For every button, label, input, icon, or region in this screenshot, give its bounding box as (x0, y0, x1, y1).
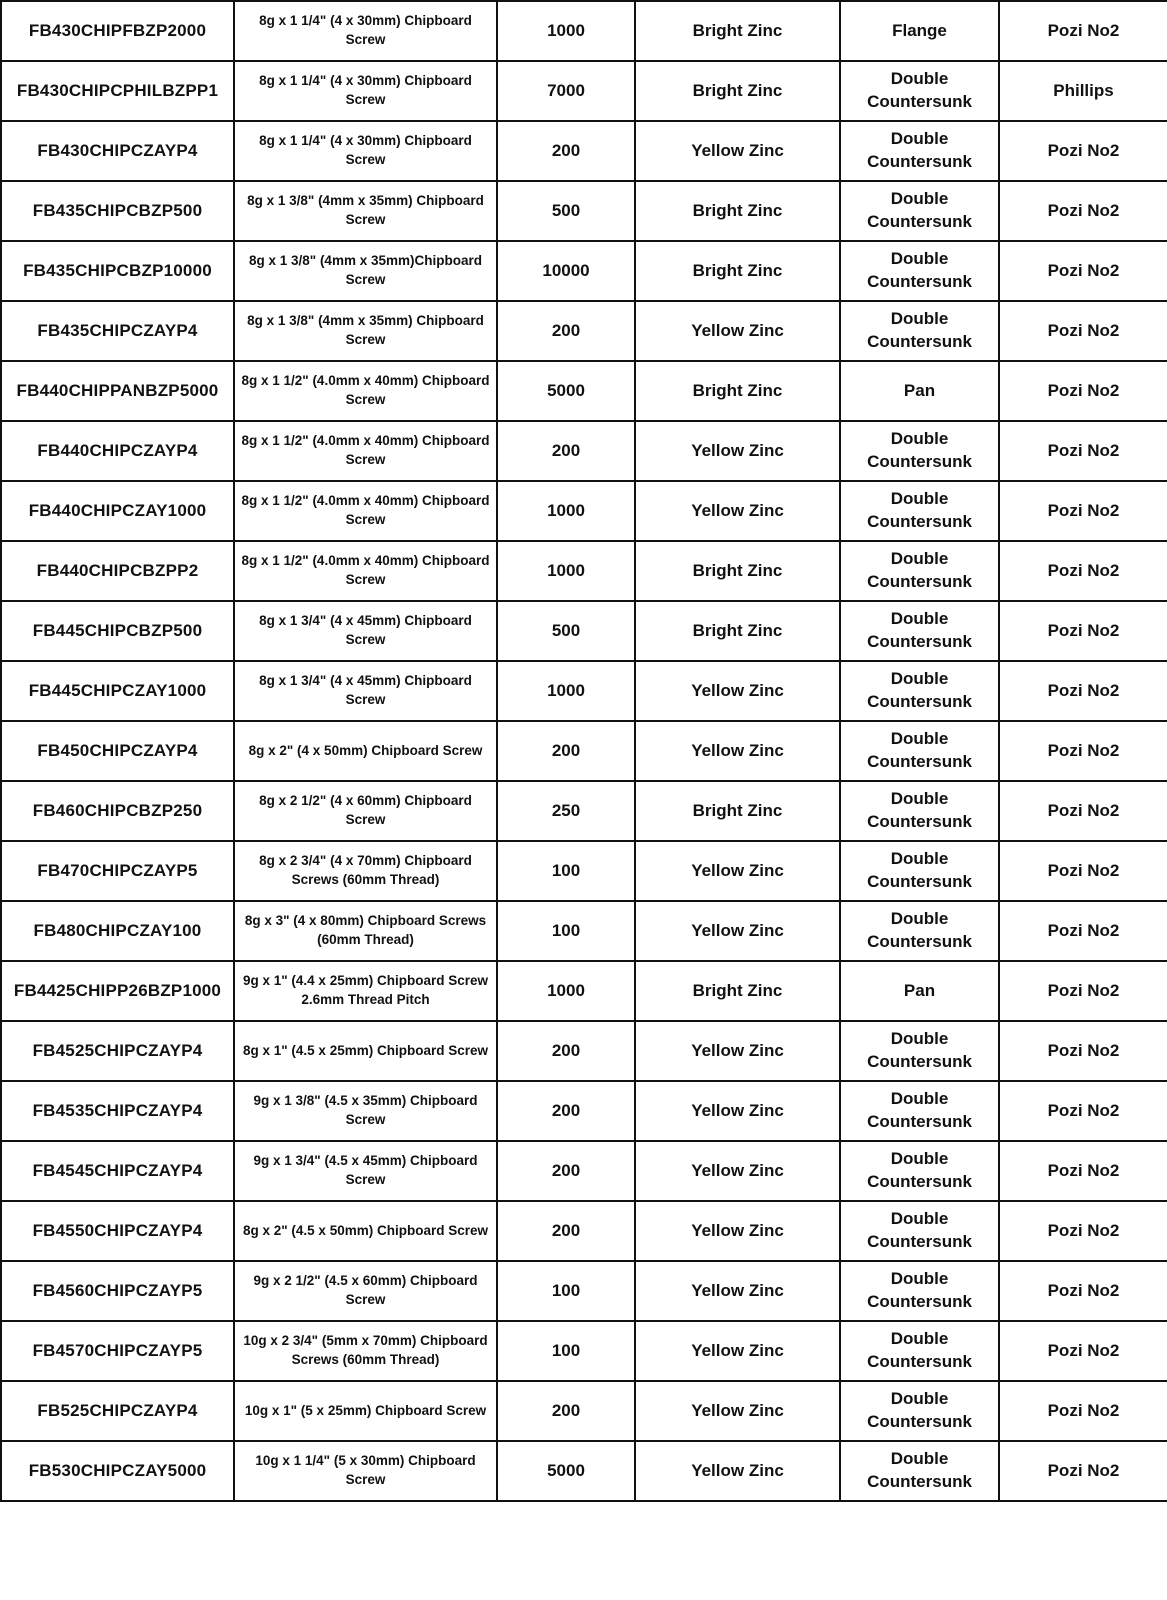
finish-cell: Bright Zinc (635, 601, 840, 661)
head-type-cell: Double Countersunk (840, 1201, 999, 1261)
head-type-cell: Double Countersunk (840, 1021, 999, 1081)
quantity-cell: 1000 (497, 961, 635, 1021)
table-row (1, 721, 1167, 781)
finish-cell: Yellow Zinc (635, 1261, 840, 1321)
description-cell: 10g x 1 1/4" (5 x 30mm) Chipboard Screw (234, 1441, 497, 1501)
head-type-cell: Double Countersunk (840, 1441, 999, 1501)
finish-cell: Yellow Zinc (635, 1441, 840, 1501)
product-code-cell: FB440CHIPCZAY1000 (1, 481, 234, 541)
product-code-cell: FB440CHIPPANBZP5000 (1, 361, 234, 421)
drive-type-cell: Pozi No2 (999, 661, 1167, 721)
product-code-cell: FB435CHIPCBZP10000 (1, 241, 234, 301)
product-table-body (1, 1, 1167, 1501)
finish-cell: Yellow Zinc (635, 301, 840, 361)
product-code-cell: FB435CHIPCBZP500 (1, 181, 234, 241)
finish-cell: Yellow Zinc (635, 1141, 840, 1201)
description-cell: 8g x 1 1/4" (4 x 30mm) Chipboard Screw (234, 1, 497, 61)
product-code-cell: FB4525CHIPCZAYP4 (1, 1021, 234, 1081)
quantity-cell: 250 (497, 781, 635, 841)
product-code-cell: FB445CHIPCBZP500 (1, 601, 234, 661)
description-cell: 8g x 1 1/2" (4.0mm x 40mm) Chipboard Screw (234, 541, 497, 601)
finish-cell: Yellow Zinc (635, 841, 840, 901)
drive-type-cell: Pozi No2 (999, 421, 1167, 481)
product-code-cell: FB450CHIPCZAYP4 (1, 721, 234, 781)
table-row (1, 1081, 1167, 1141)
quantity-cell: 200 (497, 301, 635, 361)
description-cell: 8g x 1 3/8" (4mm x 35mm) Chipboard Screw (234, 181, 497, 241)
head-type-cell: Double Countersunk (840, 1141, 999, 1201)
table-row (1, 1201, 1167, 1261)
quantity-cell: 100 (497, 841, 635, 901)
product-code-cell: FB4560CHIPCZAYP5 (1, 1261, 234, 1321)
quantity-cell: 1000 (497, 661, 635, 721)
description-cell: 8g x 1 1/2" (4.0mm x 40mm) Chipboard Screw (234, 481, 497, 541)
drive-type-cell: Pozi No2 (999, 301, 1167, 361)
product-code-cell: FB530CHIPCZAY5000 (1, 1441, 234, 1501)
drive-type-cell: Pozi No2 (999, 1081, 1167, 1141)
head-type-cell: Double Countersunk (840, 241, 999, 301)
product-code-cell: FB480CHIPCZAY100 (1, 901, 234, 961)
finish-cell: Bright Zinc (635, 1, 840, 61)
product-code-cell: FB430CHIPFBZP2000 (1, 1, 234, 61)
finish-cell: Bright Zinc (635, 181, 840, 241)
description-cell: 8g x 2 3/4" (4 x 70mm) Chipboard Screws (60mm Thread) (234, 841, 497, 901)
table-row (1, 601, 1167, 661)
drive-type-cell: Pozi No2 (999, 541, 1167, 601)
head-type-cell: Double Countersunk (840, 61, 999, 121)
quantity-cell: 200 (497, 1201, 635, 1261)
finish-cell: Yellow Zinc (635, 661, 840, 721)
table-row (1, 61, 1167, 121)
drive-type-cell: Pozi No2 (999, 781, 1167, 841)
finish-cell: Bright Zinc (635, 241, 840, 301)
head-type-cell: Double Countersunk (840, 601, 999, 661)
quantity-cell: 200 (497, 421, 635, 481)
finish-cell: Yellow Zinc (635, 481, 840, 541)
table-row (1, 181, 1167, 241)
finish-cell: Yellow Zinc (635, 721, 840, 781)
drive-type-cell: Pozi No2 (999, 721, 1167, 781)
quantity-cell: 100 (497, 1261, 635, 1321)
finish-cell: Yellow Zinc (635, 421, 840, 481)
head-type-cell: Double Countersunk (840, 1321, 999, 1381)
table-row (1, 1141, 1167, 1201)
finish-cell: Bright Zinc (635, 61, 840, 121)
finish-cell: Yellow Zinc (635, 901, 840, 961)
table-row (1, 301, 1167, 361)
quantity-cell: 5000 (497, 361, 635, 421)
table-row (1, 781, 1167, 841)
head-type-cell: Double Countersunk (840, 1381, 999, 1441)
finish-cell: Bright Zinc (635, 361, 840, 421)
head-type-cell: Double Countersunk (840, 901, 999, 961)
finish-cell: Yellow Zinc (635, 1081, 840, 1141)
table-row (1, 1261, 1167, 1321)
head-type-cell: Double Countersunk (840, 1261, 999, 1321)
product-code-cell: FB4535CHIPCZAYP4 (1, 1081, 234, 1141)
drive-type-cell: Pozi No2 (999, 961, 1167, 1021)
description-cell: 9g x 1" (4.4 x 25mm) Chipboard Screw 2.6mm Thread Pitch (234, 961, 497, 1021)
finish-cell: Yellow Zinc (635, 1321, 840, 1381)
quantity-cell: 1000 (497, 1, 635, 61)
product-code-cell: FB430CHIPCPHILBZPP1 (1, 61, 234, 121)
quantity-cell: 7000 (497, 61, 635, 121)
head-type-cell: Double Countersunk (840, 781, 999, 841)
table-row (1, 901, 1167, 961)
description-cell: 9g x 1 3/4" (4.5 x 45mm) Chipboard Screw (234, 1141, 497, 1201)
head-type-cell: Double Countersunk (840, 841, 999, 901)
table-row (1, 421, 1167, 481)
drive-type-cell: Pozi No2 (999, 1201, 1167, 1261)
description-cell: 8g x 2" (4 x 50mm) Chipboard Screw (234, 721, 497, 781)
quantity-cell: 200 (497, 1141, 635, 1201)
table-row (1, 661, 1167, 721)
drive-type-cell: Pozi No2 (999, 1261, 1167, 1321)
head-type-cell: Double Countersunk (840, 661, 999, 721)
head-type-cell: Flange (840, 1, 999, 61)
table-row (1, 1381, 1167, 1441)
finish-cell: Yellow Zinc (635, 1201, 840, 1261)
description-cell: 8g x 1 1/2" (4.0mm x 40mm) Chipboard Screw (234, 421, 497, 481)
head-type-cell: Double Countersunk (840, 721, 999, 781)
drive-type-cell: Pozi No2 (999, 121, 1167, 181)
quantity-cell: 500 (497, 181, 635, 241)
table-row (1, 1321, 1167, 1381)
description-cell: 8g x 1 3/8" (4mm x 35mm) Chipboard Screw (234, 301, 497, 361)
quantity-cell: 200 (497, 1021, 635, 1081)
finish-cell: Bright Zinc (635, 961, 840, 1021)
table-row (1, 541, 1167, 601)
description-cell: 8g x 1 1/4" (4 x 30mm) Chipboard Screw (234, 61, 497, 121)
head-type-cell: Double Countersunk (840, 541, 999, 601)
head-type-cell: Double Countersunk (840, 421, 999, 481)
head-type-cell: Double Countersunk (840, 181, 999, 241)
finish-cell: Yellow Zinc (635, 121, 840, 181)
quantity-cell: 200 (497, 1381, 635, 1441)
head-type-cell: Pan (840, 361, 999, 421)
description-cell: 8g x 1 3/4" (4 x 45mm) Chipboard Screw (234, 661, 497, 721)
description-cell: 8g x 1 1/2" (4.0mm x 40mm) Chipboard Screw (234, 361, 497, 421)
drive-type-cell: Phillips (999, 61, 1167, 121)
head-type-cell: Double Countersunk (840, 481, 999, 541)
table-row (1, 1, 1167, 61)
head-type-cell: Pan (840, 961, 999, 1021)
quantity-cell: 500 (497, 601, 635, 661)
drive-type-cell: Pozi No2 (999, 1141, 1167, 1201)
description-cell: 9g x 2 1/2" (4.5 x 60mm) Chipboard Screw (234, 1261, 497, 1321)
head-type-cell: Double Countersunk (840, 121, 999, 181)
table-row (1, 961, 1167, 1021)
drive-type-cell: Pozi No2 (999, 1441, 1167, 1501)
description-cell: 8g x 1 3/4" (4 x 45mm) Chipboard Screw (234, 601, 497, 661)
quantity-cell: 100 (497, 1321, 635, 1381)
description-cell: 8g x 1 1/4" (4 x 30mm) Chipboard Screw (234, 121, 497, 181)
description-cell: 9g x 1 3/8" (4.5 x 35mm) Chipboard Screw (234, 1081, 497, 1141)
drive-type-cell: Pozi No2 (999, 1021, 1167, 1081)
table-row (1, 241, 1167, 301)
quantity-cell: 1000 (497, 541, 635, 601)
drive-type-cell: Pozi No2 (999, 901, 1167, 961)
finish-cell: Bright Zinc (635, 781, 840, 841)
product-code-cell: FB435CHIPCZAYP4 (1, 301, 234, 361)
product-code-cell: FB430CHIPCZAYP4 (1, 121, 234, 181)
drive-type-cell: Pozi No2 (999, 361, 1167, 421)
drive-type-cell: Pozi No2 (999, 1, 1167, 61)
head-type-cell: Double Countersunk (840, 301, 999, 361)
drive-type-cell: Pozi No2 (999, 241, 1167, 301)
quantity-cell: 1000 (497, 481, 635, 541)
drive-type-cell: Pozi No2 (999, 181, 1167, 241)
description-cell: 8g x 3" (4 x 80mm) Chipboard Screws (60mm Thread) (234, 901, 497, 961)
table-row (1, 361, 1167, 421)
quantity-cell: 100 (497, 901, 635, 961)
table-row (1, 1441, 1167, 1501)
finish-cell: Yellow Zinc (635, 1021, 840, 1081)
drive-type-cell: Pozi No2 (999, 1321, 1167, 1381)
product-code-cell: FB445CHIPCZAY1000 (1, 661, 234, 721)
product-code-cell: FB440CHIPCZAYP4 (1, 421, 234, 481)
description-cell: 8g x 1 3/8" (4mm x 35mm)Chipboard Screw (234, 241, 497, 301)
product-code-cell: FB4550CHIPCZAYP4 (1, 1201, 234, 1261)
quantity-cell: 200 (497, 721, 635, 781)
finish-cell: Bright Zinc (635, 541, 840, 601)
quantity-cell: 200 (497, 121, 635, 181)
quantity-cell: 10000 (497, 241, 635, 301)
product-code-cell: FB4570CHIPCZAYP5 (1, 1321, 234, 1381)
product-code-cell: FB525CHIPCZAYP4 (1, 1381, 234, 1441)
drive-type-cell: Pozi No2 (999, 1381, 1167, 1441)
description-cell: 8g x 2" (4.5 x 50mm) Chipboard Screw (234, 1201, 497, 1261)
product-code-cell: FB460CHIPCBZP250 (1, 781, 234, 841)
product-code-cell: FB470CHIPCZAYP5 (1, 841, 234, 901)
description-cell: 8g x 2 1/2" (4 x 60mm) Chipboard Screw (234, 781, 497, 841)
drive-type-cell: Pozi No2 (999, 481, 1167, 541)
table-row (1, 1021, 1167, 1081)
product-code-cell: FB4425CHIPP26BZP1000 (1, 961, 234, 1021)
description-cell: 10g x 2 3/4" (5mm x 70mm) Chipboard Screws (60mm Thread) (234, 1321, 497, 1381)
table-row (1, 481, 1167, 541)
product-code-cell: FB440CHIPCBZPP2 (1, 541, 234, 601)
table-row (1, 841, 1167, 901)
table-row (1, 121, 1167, 181)
quantity-cell: 200 (497, 1081, 635, 1141)
finish-cell: Yellow Zinc (635, 1381, 840, 1441)
description-cell: 8g x 1" (4.5 x 25mm) Chipboard Screw (234, 1021, 497, 1081)
drive-type-cell: Pozi No2 (999, 841, 1167, 901)
product-code-cell: FB4545CHIPCZAYP4 (1, 1141, 234, 1201)
head-type-cell: Double Countersunk (840, 1081, 999, 1141)
drive-type-cell: Pozi No2 (999, 601, 1167, 661)
quantity-cell: 5000 (497, 1441, 635, 1501)
description-cell: 10g x 1" (5 x 25mm) Chipboard Screw (234, 1381, 497, 1441)
